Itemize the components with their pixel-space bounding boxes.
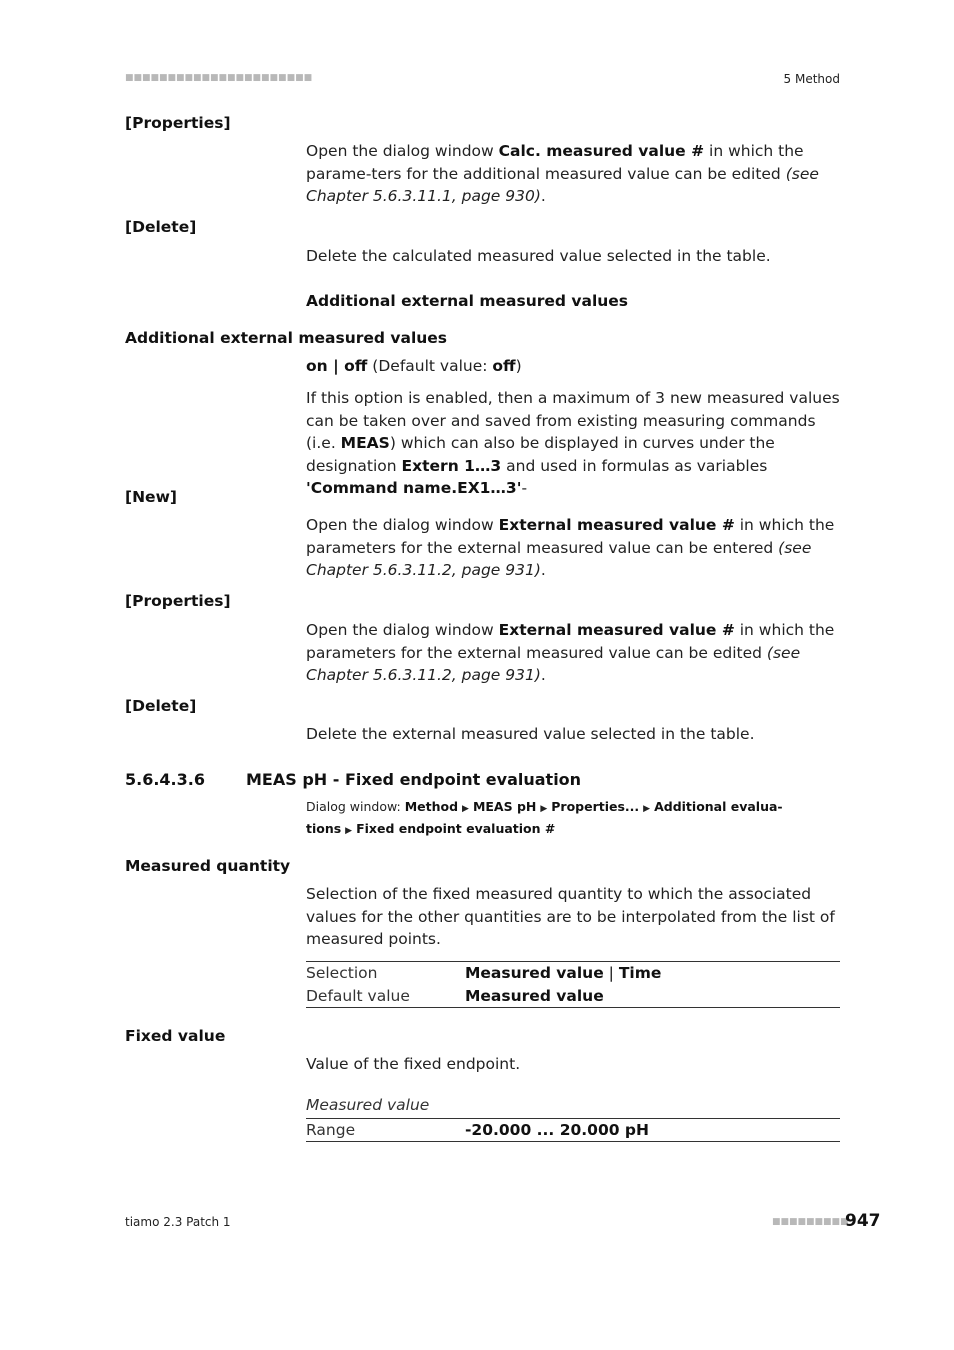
range-rule-bottom — [306, 1141, 840, 1142]
row-value: Measured value — [465, 986, 604, 1005]
row-value: -20.000 ... 20.000 pH — [465, 1120, 649, 1139]
row-key: Range — [306, 1120, 356, 1139]
desc-delete-1: Delete the calculated measured value selected in the table. — [306, 247, 771, 265]
table-row — [306, 961, 840, 984]
table-row — [306, 984, 840, 1007]
dialog-path: Dialog window: Method ▶ MEAS pH ▶ Properties... ▶ Additional evalua-tions ▶ Fixed endpoint evaluation # — [306, 799, 783, 836]
path-arrow-icon: ▶ — [540, 804, 548, 814]
desc-new: Open the dialog window External measured value # in which the parameters for the external measured value can be entered (see Chapter 5.6.3.11.2, page 931). — [306, 516, 835, 579]
header-decoration: ■■■■■■■■■■■■■■■■■■■■■■ — [125, 73, 313, 83]
desc-measured-quantity: Selection of the fixed measured quantity to which the associated values for the other quantities are to be interpolated from the list of measured points. — [306, 885, 835, 948]
term-properties-1: [Properties] — [125, 114, 231, 132]
path-arrow-icon: ▶ — [462, 804, 469, 814]
term-properties-2: [Properties] — [125, 592, 231, 610]
footer-product: tiamo 2.3 Patch 1 — [125, 1215, 231, 1229]
term-additional-external: Additional external measured values — [125, 329, 448, 347]
desc-additional-external: If this option is enabled, then a maximum of 3 new measured values can be taken over and saved from existing measuring commands (i.e. MEAS) which can also be displayed in curves under the designation Extern 1…3 and used in formulas as variables 'Command name.EX1…3'- — [306, 389, 840, 497]
section-number: 5.6.4.3.6 — [125, 770, 205, 789]
table-row — [306, 1118, 840, 1141]
page-number: 947 — [845, 1211, 881, 1231]
section-title: MEAS pH - Fixed endpoint evaluation — [246, 770, 582, 789]
subheading-additional-external: Additional external measured values — [306, 292, 629, 310]
term-delete-1: [Delete] — [125, 218, 197, 236]
desc-fixed-value: Value of the fixed endpoint. — [306, 1055, 521, 1073]
table-rule-bottom — [306, 1007, 840, 1008]
term-new: [New] — [125, 488, 177, 506]
range-caption: Measured value — [306, 1096, 430, 1114]
term-measured-quantity: Measured quantity — [125, 857, 291, 875]
desc-properties-2: Open the dialog window External measured value # in which the parameters for the external measured value can be edited (see Chapter 5.6.3.11.2, page 931). — [306, 621, 835, 684]
row-value: Measured value | Time — [465, 963, 662, 982]
term-fixed-value: Fixed value — [125, 1027, 226, 1045]
footer-decoration: ■■■■■■■■■ — [772, 1217, 849, 1227]
range-table — [306, 1118, 840, 1141]
row-key: Default value — [306, 986, 410, 1005]
path-arrow-icon: ▶ — [345, 826, 353, 836]
option-values: on | off (Default value: off) — [306, 357, 522, 375]
desc-properties-1: Open the dialog window Calc. measured value # in which the parame-ters for the additional measured value can be edited (see Chapter 5.6.3.11.1, page 930). — [306, 142, 819, 205]
path-arrow-icon: ▶ — [643, 804, 651, 814]
desc-delete-2: Delete the external measured value selected in the table. — [306, 725, 755, 743]
term-delete-2: [Delete] — [125, 697, 197, 715]
chapter-title: 5 Method — [783, 72, 840, 86]
measured-quantity-table — [306, 961, 840, 1007]
row-key: Selection — [306, 963, 378, 982]
